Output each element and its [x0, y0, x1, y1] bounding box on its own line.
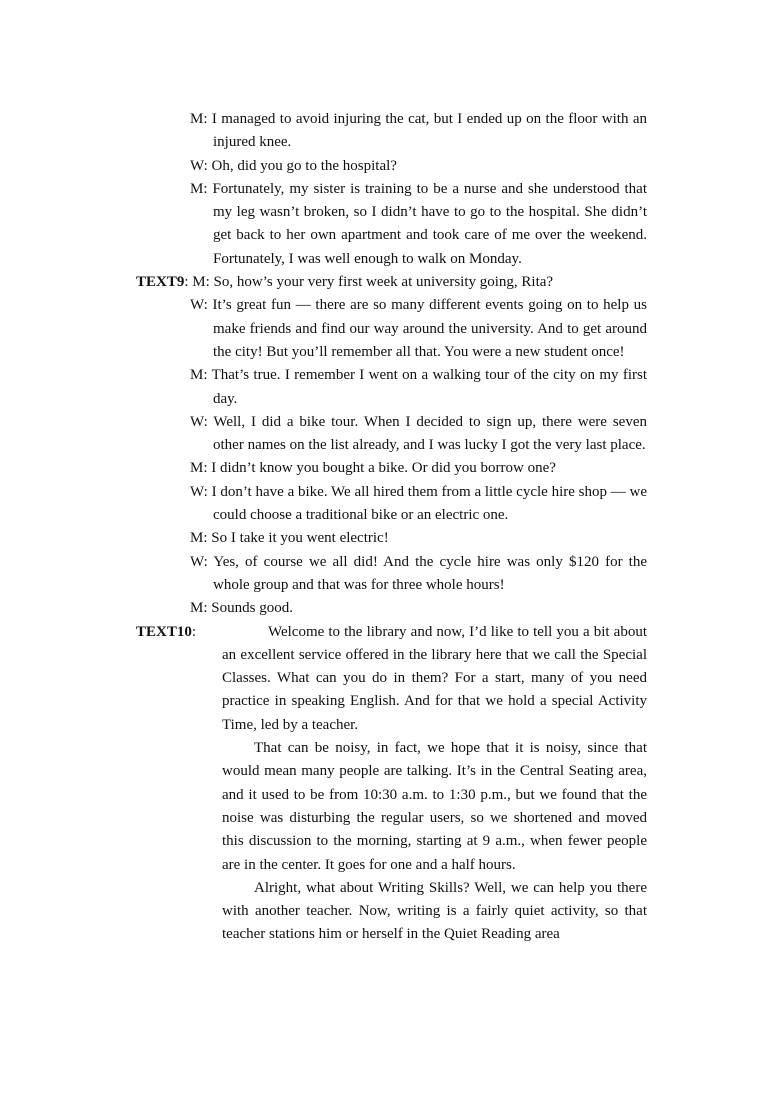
dialogue-turn	[190, 411, 647, 458]
monologue-paragraph	[222, 621, 647, 737]
speaker-label: M:	[192, 274, 210, 291]
dialogue-turn	[190, 527, 647, 550]
turn-text: I didn’t know you bought a bike. Or did you borrow one?	[211, 460, 556, 477]
speaker-label: M:	[190, 460, 208, 477]
dialogue-turn	[190, 481, 647, 528]
turn-text: It’s great fun — there are so many different events going on to help us make friends and find our way around the university. And to get around the city! But you’ll remember all that. You were a new student once!	[212, 297, 648, 360]
speaker-label: M:	[190, 180, 208, 197]
speaker-label: W:	[190, 483, 208, 500]
text10-block	[136, 621, 647, 947]
dialogue-turn	[190, 551, 647, 598]
dialogue-turn	[190, 155, 647, 178]
document-page	[0, 108, 782, 947]
turn-text: That’s true. I remember I went on a walking tour of the city on my first day.	[211, 367, 647, 407]
monologue-paragraph	[222, 877, 647, 947]
dialogue-turn	[190, 178, 647, 271]
speaker-label: M:	[190, 600, 208, 617]
dialogue-turn	[190, 597, 647, 620]
turn-text: Sounds good.	[211, 600, 293, 617]
paragraph-text: Welcome to the library and now, I’d like to tell you a bit about an excellent service offered in the library here that we call the Special Classes. What can you do in them? For a start, many of you need practice in speaking English. And for that we hold a special Activity Time, led by a teacher.	[222, 623, 647, 733]
dialogue-turn	[190, 108, 647, 155]
turn-text: So I take it you went electric!	[211, 530, 389, 547]
turn-text: Fortunately, my sister is training to be a nurse and she understood that my leg wasn’t broken, so I didn’t have to go to the hospital. She didn’t get back to her own apartment and took care of me over the weekend. Fortunately, I was well enough to walk on Monday.	[212, 180, 648, 267]
text10-label: TEXT10	[136, 623, 192, 640]
paragraph-text: Alright, what about Writing Skills? Well, we can help you there with another teacher. Now, writing is a fairly quiet activity, so that teacher stations him or herself in the Quiet Reading area	[222, 879, 647, 943]
turn-text: Oh, did you go to the hospital?	[211, 157, 397, 174]
text9-label: TEXT9	[136, 274, 185, 291]
text9-heading-line	[136, 271, 647, 294]
turn-text: I don’t have a bike. We all hired them from a little cycle hire shop — we could choose a traditional bike or an electric one.	[211, 483, 648, 524]
turn-text: So, how’s your very first week at university going, Rita?	[213, 274, 554, 291]
dialogue-turn	[190, 457, 647, 480]
paragraph-text: That can be noisy, in fact, we hope that it is noisy, since that would mean many people are talking. It’s in the Central Seating area, and it used to be from 10:30 a.m. to 1:30 p.m., but we found that the noise was disturbing the regular users, so we shortened and moved this discussion to the morning, starting at 9 a.m., when fewer people are in the center. It goes for one and a half hours.	[222, 740, 647, 873]
monologue-paragraph	[222, 737, 647, 877]
speaker-label: M:	[190, 111, 208, 127]
speaker-label: W:	[190, 413, 208, 430]
turn-text: Yes, of course we all did! And the cycle hire was only $120 for the whole group and that was for three whole hours!	[213, 553, 648, 593]
speaker-label: :	[184, 274, 189, 291]
speaker-label: W:	[190, 553, 208, 570]
text10-colon: :	[191, 623, 197, 640]
speaker-label: W:	[190, 297, 208, 314]
dialogue-turn	[190, 364, 647, 411]
turn-text: Well, I did a bike tour. When I decided to sign up, there were seven other names on the list already, and I was lucky I got the very last place.	[213, 413, 647, 454]
speaker-label: M:	[190, 367, 208, 384]
speaker-label: M:	[190, 530, 208, 547]
speaker-label: W:	[190, 157, 208, 174]
dialogue-turn	[190, 294, 647, 364]
turn-text: I managed to avoid injuring the cat, but I ended up on the floor with an injured knee.	[211, 111, 647, 151]
